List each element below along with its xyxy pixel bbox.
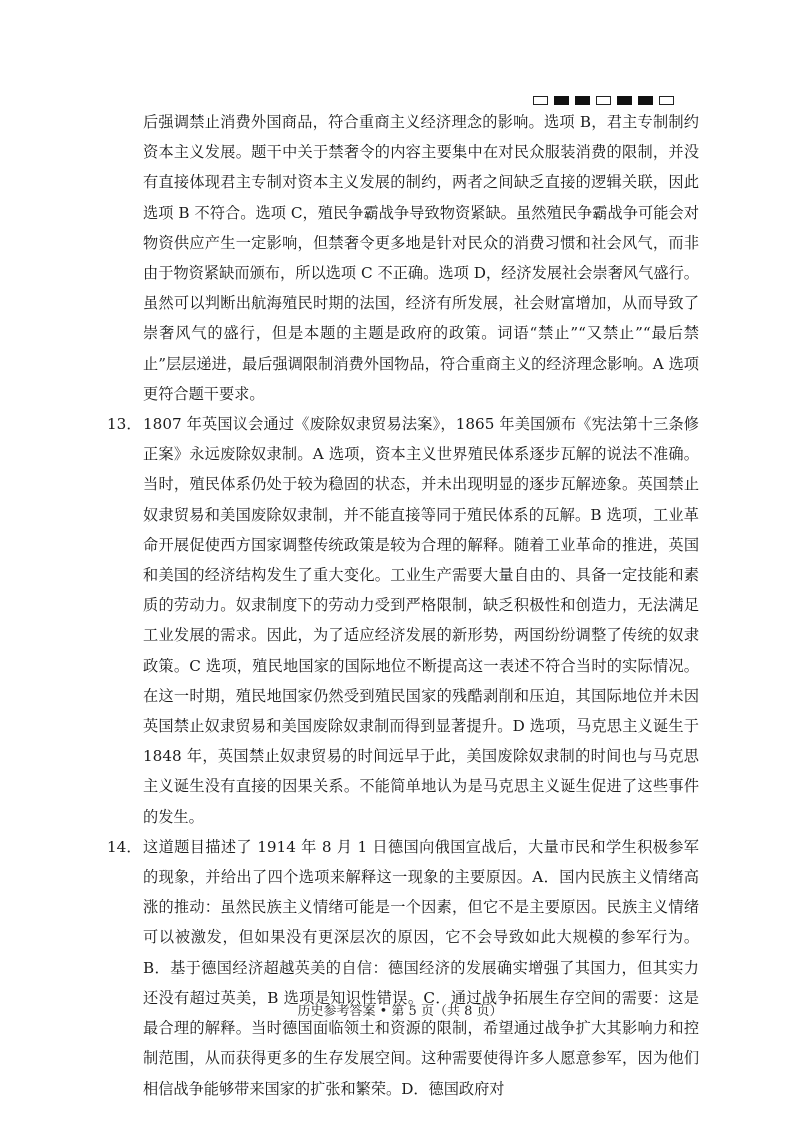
header-mark (575, 96, 590, 105)
header-mark (554, 96, 569, 105)
question-number-13: 13． (107, 415, 142, 434)
page-footer: 历史参考答案 • 第 5 页（共 8 页） (297, 1004, 503, 1019)
header-mark (533, 96, 548, 105)
header-marks (533, 96, 674, 105)
header-mark (596, 96, 611, 105)
answer-13-text: 1807 年英国议会通过《废除奴隶贸易法案》，1865 年美国颁布《宪法第十三条修正案》永远废除奴隶制。A 选项，资本主义世界殖民体系逐步瓦解的说法不准确。当时，殖民体系仍处于较为稳固的状态，并未出现明显的逐步瓦解迹象。英国禁止奴隶贸易和美国废除奴隶制，并不能直接等同于殖民体系的瓦解。B 选项，工业革命开展促使西方国家调整传统政策是较为合理的解释。随着工业革命的推进，英国和美国的经济结构发生了重大变化。工业生产需要大量自由的、具备一定技能和素质的劳动力。奴隶制度下的劳动力受到严格限制，缺乏积极性和创造力，无法满足工业发展的需求。因此，为了适应经济发展的新形势，两国纷纷调整了传统的奴隶政策。C 选项，殖民地国家的国际地位不断提高这一表述不符合当时的实际情况。在这一时期，殖民地国家仍然受到殖民国家的残酷剥削和压迫，其国际地位并未因英国禁止奴隶贸易和美国废除奴隶制而得到显著提升。D 选项，马克思主义诞生于 1848 年，英国禁止奴隶贸易的时间远早于此，美国废除奴隶制的时间也与马克思主义诞生没有直接的因果关系。不能简单地认为是马克思主义诞生促进了这些事件的发生。 (143, 415, 699, 826)
header-mark (617, 96, 632, 105)
header-mark (659, 96, 674, 105)
answer-14-text: 这道题目描述了 1914 年 8 月 1 日德国向俄国宣战后，大量市民和学生积极参军的现象，并给出了四个选项来解释这一现象的主要原因。A．国内民族主义情绪高涨的推动：虽然民族主义情绪可能是一个因素，但它不是主要原因。民族主义情绪可以被激发，但如果没有更深层次的原因，它不会导致如此大规模的参军行为。B．基于德国经济超越英美的自信：德国经济的发展确实增强了其国力，但其实力还没有超过英美，B 选项是知识性错误。C．通过战争拓展生存空间的需要：这是最合理的解释。当时德国面临领土和资源的限制，希望通过战争扩大其影响力和控制范围，从而获得更多的生存发展空间。这种需要使得许多人愿意参军，因为他们相信战争能够带来国家的扩张和繁荣。D．德国政府对 (143, 837, 699, 1098)
header-mark (638, 96, 653, 105)
answer-14 (107, 832, 699, 1104)
answer-13 (107, 409, 699, 832)
answer-12-continued: 后强调禁止消费外国商品，符合重商主义经济理念的影响。选项 B，君主专制制约资本主义发展。题干中关于禁奢令的内容主要集中在对民众服装消费的限制，并没有直接体现君主专制对资本主义发展的制约，两者之间缺乏直接的逻辑关联，因此选项 B 不符合。选项 C，殖民争霸战争导致物资紧缺。虽然殖民争霸战争可能会对物资供应产生一定影响，但禁奢令更多地是针对民众的消费习惯和社会风气，而非由于物资紧缺而颁布，所以选项 C 不正确。选项 D，经济发展社会崇奢风气盛行。虽然可以判断出航海殖民时期的法国，经济有所发展，社会财富增加，从而导致了崇奢风气的盛行，但是本题的主题是政府的政策。词语“禁止”“又禁止”“最后禁止”层层递进，最后强调限制消费外国物品，符合重商主义的经济理念影响。A 选项更符合题干要求。 (143, 113, 699, 403)
question-number-14: 14． (107, 837, 142, 856)
answer-content (0, 107, 800, 1104)
